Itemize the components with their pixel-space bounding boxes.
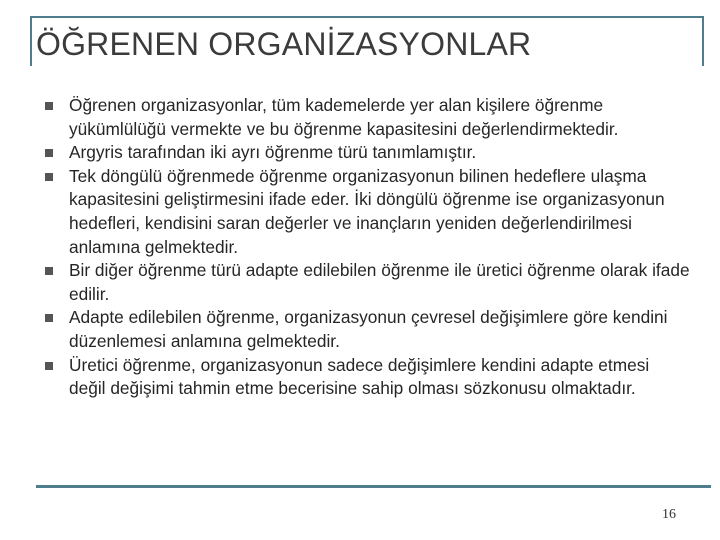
bullet-text: Tek döngülü öğrenmede öğrenme organizasyonun bilinen hedeflere ulaşma kapasitesini geliştirmesini ifade eder. İki döngülü öğrenme ise organizasyonun hedefleri, kendisini saran değerler ve inançların yeniden değerlendirilmesi anlamına gelmektedir. [69, 165, 665, 257]
bullet-text: Argyris tarafından iki ayrı öğrenme türü tanımlamıştır. [69, 142, 477, 163]
bullet-item [42, 141, 690, 165]
square-bullet-icon [45, 102, 53, 110]
square-bullet-icon [45, 267, 53, 275]
bullet-item [42, 259, 690, 306]
bullet-text: Öğrenen organizasyonlar, tüm kademelerde yer alan kişilere öğrenme yükümlülüğü vermekte ve bu öğrenme kapasitesini değerlendirmektedir. [69, 95, 619, 139]
bullet-text: Adapte edilebilen öğrenme, organizasyonun çevresel değişimlere göre kendini düzenlemesi anlamına gelmektedir. [69, 307, 668, 351]
bullet-item [42, 94, 690, 141]
page-number: 16 [662, 507, 676, 522]
slide-title: ÖĞRENEN ORGANİZASYONLAR [36, 26, 532, 62]
square-bullet-icon [45, 314, 53, 322]
bullet-item [42, 354, 690, 401]
square-bullet-icon [45, 173, 53, 181]
bullet-text: Üretici öğrenme, organizasyonun sadece değişimlere kendini adapte etmesi değil değişimi tahmin etme becerisine sahip olması sözkonusu olmaktadır. [69, 354, 650, 399]
bottom-divider [36, 485, 711, 488]
title-frame-left-line [30, 16, 32, 66]
square-bullet-icon [45, 149, 53, 157]
bullet-item [42, 306, 690, 353]
bullet-item [42, 165, 690, 259]
bullet-text: Bir diğer öğrenme türü adapte edilebilen öğrenme ile üretici öğrenme olarak ifade edilir. [69, 260, 690, 304]
title-frame-right-line [702, 16, 704, 66]
title-frame-top-line [30, 16, 704, 18]
square-bullet-icon [45, 362, 53, 370]
bullet-list [42, 94, 690, 401]
